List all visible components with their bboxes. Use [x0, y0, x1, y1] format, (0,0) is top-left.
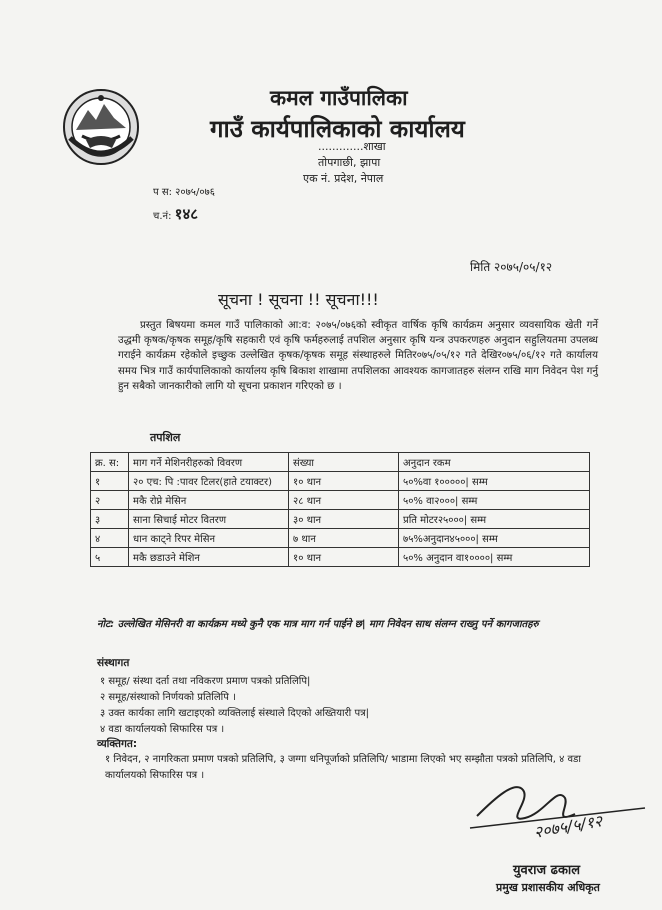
table-row — [91, 548, 590, 567]
col-header-sn: क्र. स: — [91, 453, 129, 472]
institutional-title: संस्थागत — [97, 657, 130, 669]
cell-sn: ३ — [91, 510, 129, 529]
cell-item: २० एच: पि :पावर टिलर(हाते टयाक्टर) — [129, 472, 289, 491]
ref-fiscal-year: प स: २०७५/०७६ — [153, 187, 215, 198]
cell-item: मकै छडाउने मेशिन — [129, 548, 289, 567]
col-header-item: माग गर्ने मेशिनरीहरुको विवरण — [129, 453, 289, 472]
cell-sn: १ — [91, 472, 129, 491]
dispatch-label: च.नं: — [153, 211, 172, 222]
org-name: कमल गाउँपालिका — [270, 86, 408, 110]
col-header-qty: संख्या — [289, 453, 399, 472]
cell-sn: ४ — [91, 529, 129, 548]
notice-date: मिति २०७५/०५/१२ — [470, 260, 553, 274]
signature-date: २०७५/५/१२ — [532, 811, 604, 842]
personal-text: १ निवेदन, २ नागरिकता प्रमाण पत्रको प्रतिलिपि, ३ जग्गा धनिपूर्जाको प्रतिलिपि/ भाडामा लिएको भए सम्झौता पत्रको प्रतिलिपि, ४ वडा कार्यालयको सिफारिस पत्र । — [105, 754, 581, 781]
details-label: तपशिल — [150, 431, 181, 444]
body-paragraph: प्रस्तुत बिषयमा कमल गाउँ पालिकाको आ:व: २०७५/०७६को स्वीकृत वार्षिक कृषि कार्यक्रम अनुसार व्यवसायिक खेती गर्ने उद्धमी कृषक/कृषक समूह/कृषि सहकारी एवं कृषि फर्महरुलाई तपशिल अनुसार कृषि यन्त्र उपकरणहरु अनुदान सहुलियतमा उपलब्ध गराईने कार्यक्रम रहेकोले इच्छुक उल्लेखित कृषक/कृषक समूह संस्थाहरुले मितिर०७५/०५/१२ गते देखिर०७५/०६/१२ गते कार्यालय समय भित्र गाउँ कार्यपालिकाको कार्यालय कृषि बिकाश शाखामा तपशिलका आवश्यक कागजातहरु संलग्न राखि माग निवेदन पेश गर्नु हुन सबैको जानकारीको लागि यो सूचना प्रकाशन गरिएको छ । — [118, 320, 598, 392]
institutional-item: १ समूह/ संस्था दर्ता तथा नविकरण प्रमाण पत्रको प्रतिलिपि| — [100, 676, 311, 687]
cell-qty: १० थान — [289, 548, 399, 567]
office-name: गाउँ कार्यपालिकाको कार्यालय — [210, 115, 465, 143]
notice-title: सूचना ! सूचना !! सूचना!!! — [218, 290, 379, 309]
table-row — [91, 491, 590, 510]
note-text: नोट: उल्लेखित मेसिनरी वा कार्यक्रम मध्ये कुनै एक मात्र माग गर्न पाईने छ| माग निवेदन साथ संलग्न राख्नु पर्ने कागजातहरु — [97, 619, 539, 630]
cell-item: साना सिचाई मोटर वितरण — [129, 510, 289, 529]
branch-line: .............शाखा — [318, 140, 386, 153]
table-row — [91, 529, 590, 548]
handwritten-signature — [465, 768, 655, 848]
cell-grant: प्रति मोटर२५०००| सम्म — [399, 510, 590, 529]
machinery-table — [90, 452, 590, 567]
cell-grant: ५०%वा १०००००| सम्म — [399, 472, 590, 491]
signatory-designation: प्रमुख प्रशासकीय अधिकृत — [496, 881, 600, 894]
cell-sn: ५ — [91, 548, 129, 567]
cell-sn: २ — [91, 491, 129, 510]
cell-grant: ७५%अनुदान४५०००| सम्म — [399, 529, 590, 548]
table-row — [91, 510, 590, 529]
cell-grant: ५०% अनुदान वा१००००| सम्म — [399, 548, 590, 567]
institutional-item: ३ उक्त कार्यका लागि खटाइएको व्यक्तिलाई संस्थाले दिएको अख्तियारी पत्र| — [100, 708, 370, 719]
dispatch-value: १४८ — [174, 205, 199, 223]
emblem-logo — [62, 88, 140, 166]
cell-qty: २८ थान — [289, 491, 399, 510]
address-line: तोपगाछी, झापा — [318, 156, 381, 169]
table-row — [91, 472, 590, 491]
cell-qty: ७ थान — [289, 529, 399, 548]
cell-item: धान काट्ने रिपर मेसिन — [129, 529, 289, 548]
cell-qty: १० थान — [289, 472, 399, 491]
col-header-grant: अनुदान रकम — [399, 453, 590, 472]
cell-grant: ५०% वा२०००| सम्म — [399, 491, 590, 510]
personal-title: व्यक्तिगत: — [97, 738, 138, 750]
institutional-item: ४ वडा कार्यालयको सिफारिस पत्र । — [100, 724, 225, 735]
province-line: एक नं. प्रदेश, नेपाल — [303, 172, 384, 185]
institutional-item: २ समूह/संस्थाको निर्णयको प्रतिलिपि । — [100, 692, 236, 703]
cell-qty: ३० थान — [289, 510, 399, 529]
signatory-name: युवराज ढकाल — [513, 863, 581, 878]
ref-dispatch-number — [153, 204, 198, 224]
cell-item: मकै रोप्ने मेसिन — [129, 491, 289, 510]
table-header-row — [91, 453, 590, 472]
